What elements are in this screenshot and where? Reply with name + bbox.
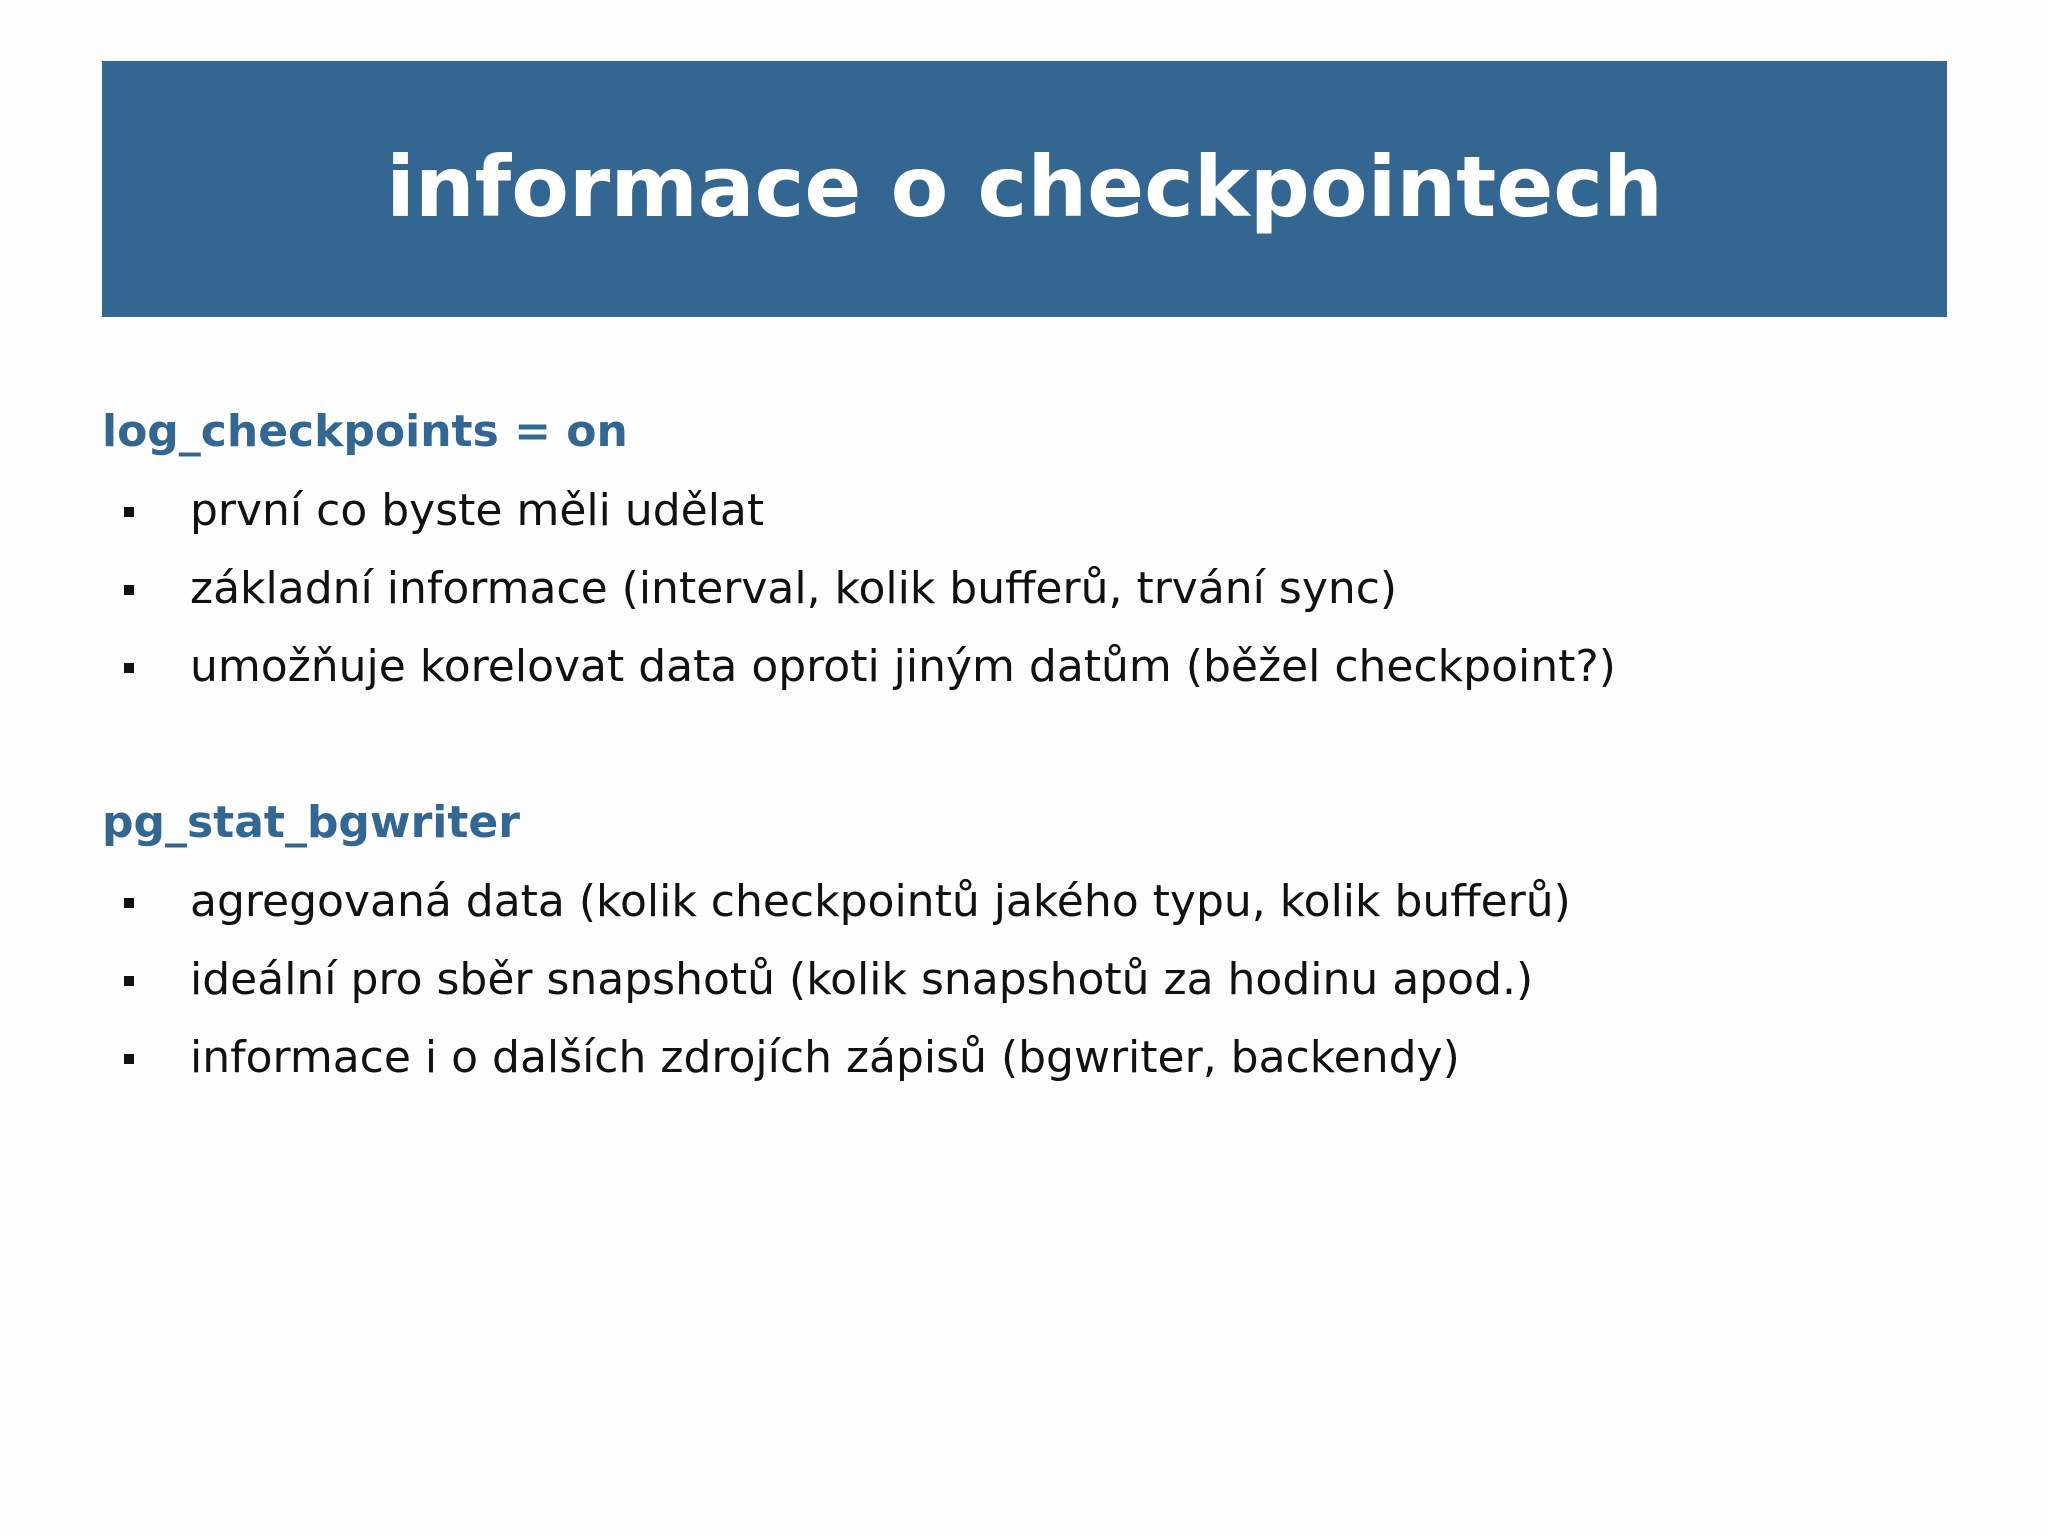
section-log-checkpoints — [102, 400, 1616, 706]
section-heading: log_checkpoints = on — [102, 406, 628, 457]
bullet-item: agregovaná data (kolik checkpointů jakého typu, kolik bufferů) — [102, 863, 1571, 941]
bullet-list — [102, 863, 1571, 1097]
bullet-item: první co byste měli udělat — [102, 472, 1616, 550]
bullet-item: umožňuje korelovat data oproti jiným datům (běžel checkpoint?) — [102, 628, 1616, 706]
bullet-item: informace i o dalších zdrojích zápisů (bgwriter, backendy) — [102, 1019, 1571, 1097]
title-bar — [102, 61, 1947, 317]
section-pg-stat-bgwriter — [102, 791, 1571, 1097]
bullet-list — [102, 472, 1616, 706]
section-heading: pg_stat_bgwriter — [102, 797, 520, 848]
bullet-item: základní informace (interval, kolik bufferů, trvání sync) — [102, 550, 1616, 628]
slide-title: informace o checkpointech — [386, 138, 1663, 236]
bullet-item: ideální pro sběr snapshotů (kolik snapshotů za hodinu apod.) — [102, 941, 1571, 1019]
